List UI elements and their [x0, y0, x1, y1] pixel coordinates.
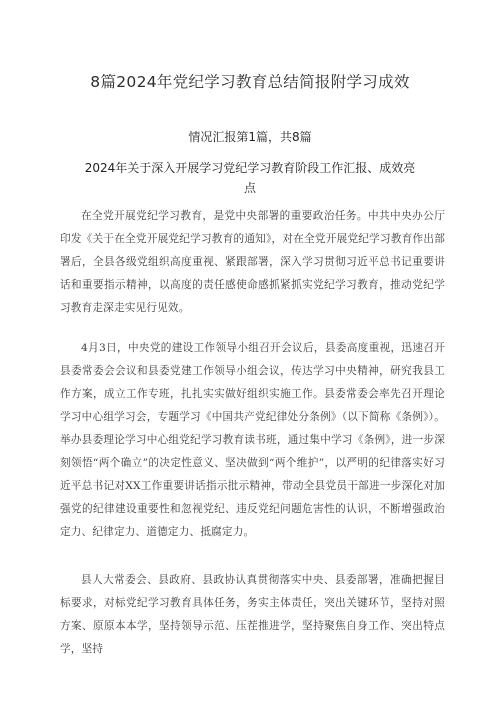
document-title: 8篇2024年党纪学习教育总结简报附学习成效	[90, 73, 410, 91]
section-heading: 情况汇报第1篇，共8篇	[188, 130, 312, 144]
body-paragraph-2: 4月3日，中央党的建设工作领导小组召开会议后，县委高度重视，迅速召开县委常委会会议和县委党建工作领导小组会议，传达学习中央精神，研究我县工作方案，成立工作专班，扎扎实实做好组织实施工作。县委常委会率先召开理论学习中心组学习会，专题学习《中国共产党纪律处分条例》（以下简称《条例》）。举办县委理论学习中心组党纪学习教育读书班，通过集中学习《条例》，进一步深刻领悟“两个确立”的决定性意义、坚决做到“两个维护”，以严明的纪律落实好习近平总书记对XX工作重要讲话指示批示精神，带动全县党员干部进一步深化对加强党的纪律建设重要性和忽视党纪、违反党纪问题危害性的认识，不断增强政治定力、纪律定力、道德定力、抵腐定力。	[60, 342, 445, 538]
body-paragraph-3: 县人大常委会、县政府、县政协认真贯彻落实中央、县委部署，准确把握目标要求，对标党纪学习教育具体任务，务实主体责任，突出关键环节，坚持对照方案、原原本本学，坚持领导示范、压茬推进学，坚持聚焦自身工作、突出特点学，坚持	[60, 574, 445, 655]
article-title: 2024年关于深入开展学习党纪学习教育阶段工作汇报、成效亮点	[84, 161, 416, 195]
body-paragraph-1: 在全党开展党纪学习教育，是党中央部署的重要政治任务。中共中央办公厅印发《关于在全党开展党纪学习教育的通知》，对在全党开展党纪学习教育作出部署后，全县各级党组织高度重视、紧跟部署，深入学习贯彻习近平总书记重要讲话和重要指示精神，以高度的责任感使命感抓紧抓实党纪学习教育，推动党纪学习教育走深走实见行见效。	[60, 210, 445, 314]
